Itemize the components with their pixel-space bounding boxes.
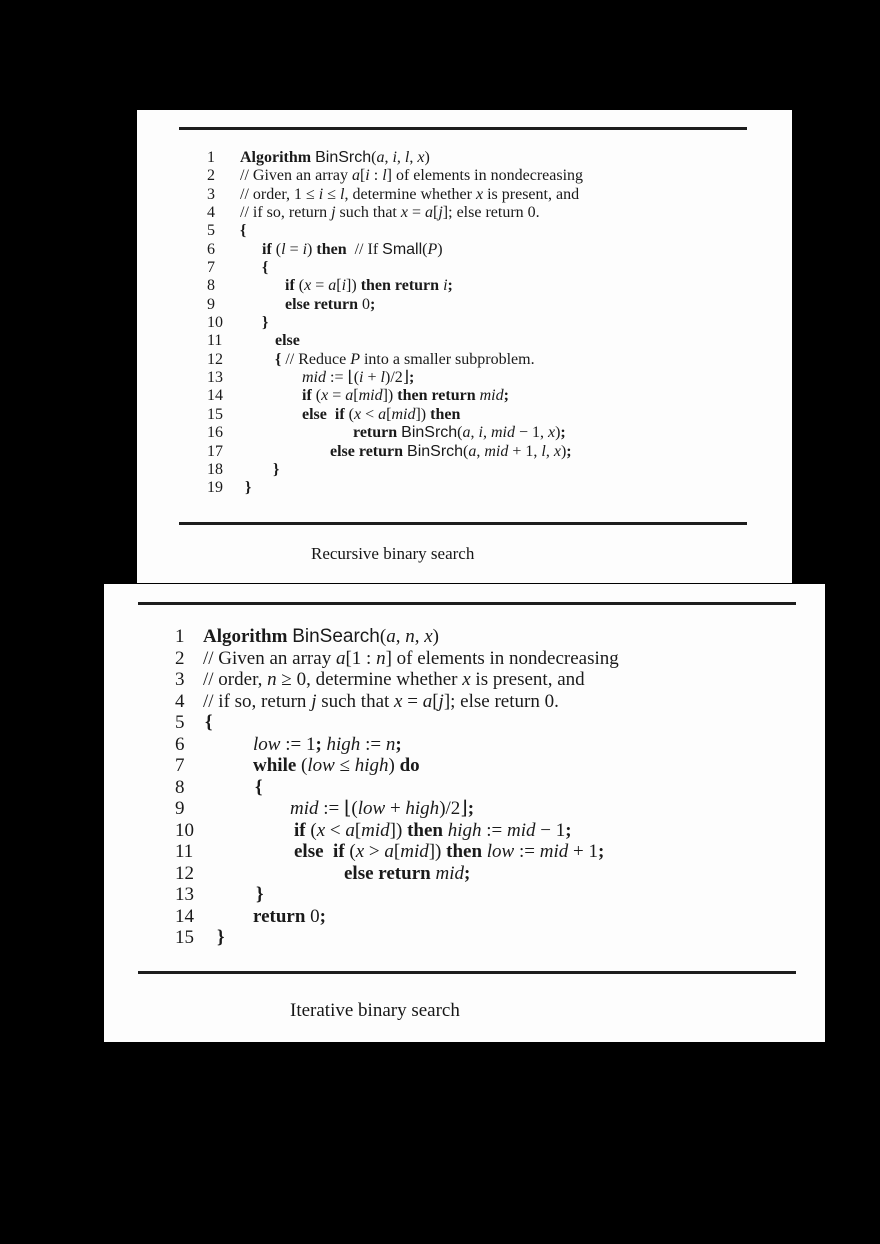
code-line [104,669,825,691]
code-line [137,351,792,369]
code-line [137,204,792,222]
figure-caption: Iterative binary search [290,1000,460,1021]
code-line [104,927,825,949]
code-listing [104,626,825,949]
code-line [137,424,792,442]
iterative-binsearch-panel [104,584,825,1042]
top-rule [138,602,796,605]
line-number: 13 [175,884,194,905]
code-text: Algorithm BinSrch(a, i, l, x) [240,149,430,166]
code-text: else [275,332,300,350]
code-text: // Given an array a[1 : n] of elements in nondecreasing [203,647,619,669]
code-text: else if (x < a[mid]) then [302,405,461,423]
line-number: 17 [207,442,223,460]
line-number: 16 [207,424,223,442]
line-number: 5 [175,712,185,733]
top-rule [179,127,747,130]
code-text: // Given an array a[i : l] of elements in nondecreasing [240,167,584,185]
line-number: 8 [207,277,215,295]
code-text: return BinSrch(a, i, mid − 1, x); [353,424,566,442]
code-line [137,479,792,497]
line-number: 12 [175,862,194,884]
code-text: { [255,776,263,798]
code-text: // if so, return j such that x = a[j]; else return 0. [240,204,540,222]
line-number: 10 [175,819,194,841]
code-line [104,755,825,777]
code-text: // order, n ≥ 0, determine whether x is present, and [203,669,585,690]
line-number: 6 [207,240,215,258]
code-text: } [245,479,252,497]
line-number: 8 [175,776,185,798]
line-number: 15 [175,927,194,948]
code-line [137,259,792,277]
code-line [137,167,792,185]
code-text: } [273,460,280,478]
line-number: 19 [207,479,223,497]
code-text: while (low ≤ high) do [253,755,420,776]
code-line [137,387,792,405]
line-number: 11 [207,332,223,350]
line-number: 7 [175,755,185,776]
code-line [137,296,792,314]
code-text: if (x = a[i]) then return i; [285,277,453,295]
line-number: 4 [207,204,215,222]
code-text: else return mid; [344,862,471,884]
code-line [137,241,792,259]
code-line [104,863,825,885]
line-number: 15 [207,405,223,423]
line-number: 6 [175,733,185,755]
code-text: { [262,259,269,277]
code-text: mid := ⌊(i + l)/2⌋; [302,369,415,387]
code-listing [137,149,792,498]
line-number: 14 [175,905,194,927]
code-text: } [217,927,225,948]
code-text: } [256,884,264,905]
code-text: else return BinSrch(a, mid + 1, l, x); [330,442,572,460]
code-text: { // Reduce P into a smaller subproblem. [275,350,535,368]
code-line [137,314,792,332]
line-number: 9 [175,798,185,819]
code-line [104,798,825,820]
code-line [137,149,792,167]
line-number: 4 [175,690,185,712]
code-line [137,369,792,387]
code-text: low := 1; high := n; [253,733,402,755]
line-number: 12 [207,350,223,368]
code-text: mid := ⌊(low + high)/2⌋; [290,798,475,819]
bottom-rule [179,522,747,525]
code-text: if (x < a[mid]) then high := mid − 1; [294,819,572,841]
code-text: return 0; [253,905,326,927]
line-number: 13 [207,369,223,387]
code-line [137,406,792,424]
line-number: 3 [207,185,215,203]
code-line [104,777,825,799]
line-number: 10 [207,314,223,332]
line-number: 2 [175,647,185,669]
code-text: if (x = a[mid]) then return mid; [302,387,509,405]
line-number: 1 [175,626,185,647]
line-number: 7 [207,259,215,277]
code-line [104,648,825,670]
code-line [104,906,825,928]
code-text: } [262,314,269,332]
line-number: 9 [207,295,215,313]
code-line [137,332,792,350]
code-line [137,461,792,479]
code-text: // order, 1 ≤ i ≤ l, determine whether x is present, and [240,185,580,203]
code-line [104,734,825,756]
code-line [137,277,792,295]
line-number: 1 [207,149,215,166]
recursive-binsearch-panel [137,110,792,583]
figure-caption: Recursive binary search [311,544,475,563]
line-number: 18 [207,460,223,478]
code-text: else return 0; [285,295,376,313]
code-line [137,222,792,240]
code-text: if (l = i) then // If Small(P) [262,240,443,258]
code-text: else if (x > a[mid]) then low := mid + 1; [294,841,605,862]
code-text: // if so, return j such that x = a[j]; else return 0. [203,690,559,712]
code-line [137,443,792,461]
line-number: 5 [207,222,215,240]
line-number: 3 [175,669,185,690]
line-number: 14 [207,387,223,405]
code-line [104,841,825,863]
code-line [104,884,825,906]
code-text: { [240,222,247,240]
line-number: 2 [207,167,215,185]
code-line [104,820,825,842]
code-text: Algorithm BinSearch(a, n, x) [203,626,439,647]
bottom-rule [138,971,796,974]
line-number: 11 [175,841,194,862]
code-line [104,712,825,734]
code-text: { [205,712,213,733]
code-line [137,186,792,204]
code-line [104,626,825,648]
code-line [104,691,825,713]
